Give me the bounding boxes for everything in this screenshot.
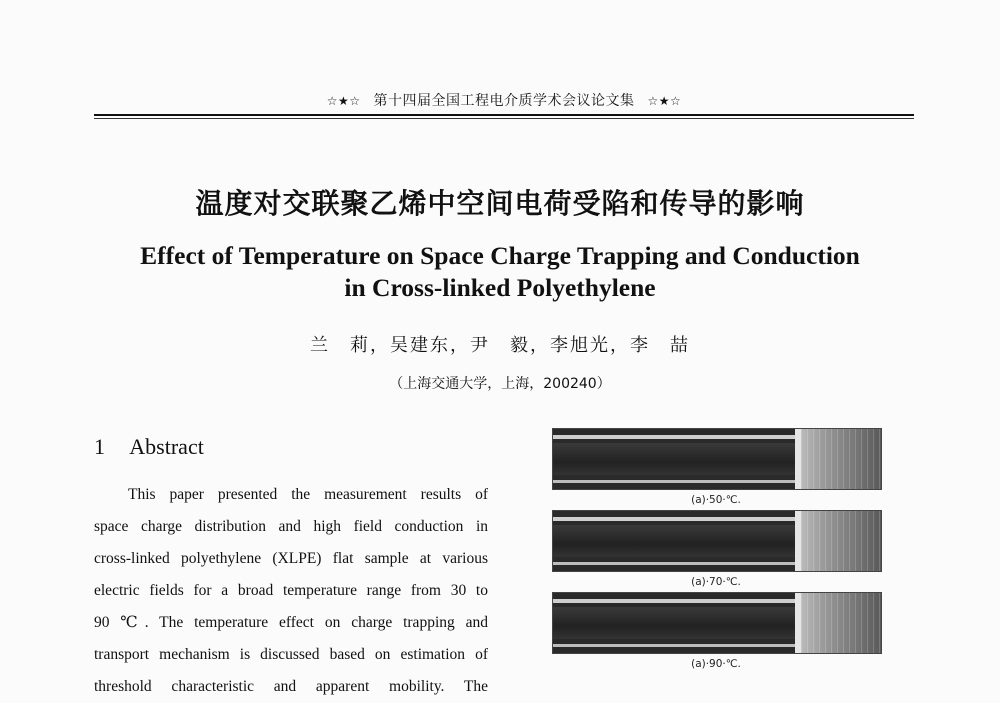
section-title: Abstract [129,434,204,459]
header-rule-thin [94,118,914,119]
section-number: 1 [94,434,105,459]
affiliation: （上海交通大学，上海，200240） [389,376,611,392]
paper-title-chinese: 温度对交联聚乙烯中空间电荷受陷和传导的影响 [195,187,805,220]
header-stars-left: ☆★☆ [326,94,361,108]
proceedings-title: 第十四届全国工程电介质学术会议论文集 [373,93,635,109]
header-stars-right: ☆★☆ [647,94,682,108]
abstract-line: threshold characteristic and apparent mobility. The [94,678,488,695]
space-charge-figure [552,428,884,674]
author-list: 兰 莉，吴建东，尹 毅，李旭光，李 喆 [310,335,690,356]
abstract-body [94,479,488,703]
english-title-line-1: Effect of Temperature on Space Charge Trapping and Conduction [140,241,860,270]
abstract-line: space charge distribution and high field conduction in [94,518,488,535]
abstract-line: cross-linked polyethylene (XLPE) flat sample at various [94,550,488,567]
space-charge-pattern-image [552,510,882,572]
abstract-line: 90 ℃. The temperature effect on charge trapping and [94,614,488,631]
abstract-line: This paper presented the measurement results of [128,486,488,503]
english-title-line-2: in Cross-linked Polyethylene [344,273,656,302]
figure-caption: (a)·90·℃. [691,658,741,670]
header-rule-thick [94,114,914,116]
space-charge-pattern-image [552,428,882,490]
figure-caption: (a)·70·℃. [691,576,741,588]
page-header [94,90,914,110]
space-charge-pattern-image [552,592,882,654]
figure-caption: (a)·50·℃. [691,494,741,506]
abstract-line: transport mechanism is discussed based on estimation of [94,646,488,663]
abstract-line: electric fields for a broad temperature range from 30 to [94,582,488,599]
section-heading [94,434,204,460]
paper-title-english [80,240,920,304]
